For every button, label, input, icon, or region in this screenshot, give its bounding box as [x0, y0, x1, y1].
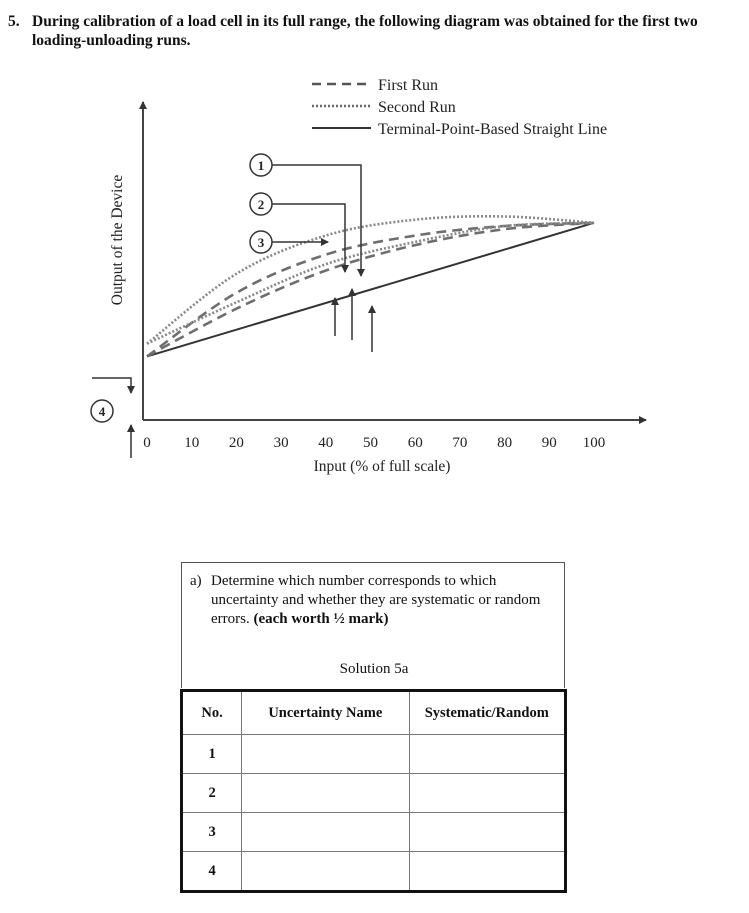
task-instructions: Determine which number corresponds to which uncertainty and whether they are systematic or random errors. [211, 573, 541, 627]
legend [312, 77, 607, 138]
x-tick-label: 50 [363, 435, 378, 451]
y-axis-label: Output of the Device [109, 174, 126, 306]
uncertainty-name-cell[interactable] [242, 774, 409, 813]
legend-first-run-label: First Run [378, 77, 439, 94]
uncertainty-name-cell[interactable] [242, 813, 409, 852]
row-number: 2 [182, 774, 242, 813]
task-box [181, 562, 565, 688]
task-a [190, 572, 560, 629]
header-systematic-random: Systematic/Random [409, 691, 566, 735]
uncertainty-name-cell[interactable] [242, 735, 409, 774]
callout-4 [91, 378, 131, 458]
error-type-cell[interactable] [409, 813, 566, 852]
callout-1-label: 1 [257, 158, 265, 173]
legend-second-run-label: Second Run [378, 99, 456, 116]
series-terminal-point-based-straight-line-line [147, 223, 594, 357]
x-tick-label: 90 [541, 435, 557, 451]
x-tick-label: 20 [228, 435, 244, 451]
table-row [182, 852, 566, 892]
table-row [182, 735, 566, 774]
x-tick-label: 10 [184, 435, 200, 451]
x-tick-label: 60 [407, 435, 423, 451]
task-text [211, 572, 560, 629]
table-header-row [182, 691, 566, 735]
legend-straight-line-label: Terminal-Point-Based Straight Line [378, 121, 608, 138]
uncertainty-name-cell[interactable] [242, 852, 409, 892]
series-second-run-loading-line [147, 223, 594, 344]
x-tick-label: 80 [497, 435, 513, 451]
callout-3 [250, 231, 328, 253]
error-type-cell[interactable] [409, 774, 566, 813]
x-tick-label: 100 [582, 435, 606, 451]
row-number: 3 [182, 813, 242, 852]
table-row [182, 813, 566, 852]
callout-4-leader-top [92, 378, 131, 393]
answer-table [180, 689, 567, 893]
callout-4-label: 4 [98, 404, 106, 419]
x-tick-label: 0 [143, 435, 151, 451]
error-type-cell[interactable] [409, 735, 566, 774]
question-text: During calibration of a load cell in its full range, the following diagram was obtained for the first two loading-unloading runs. [32, 13, 698, 49]
row-number: 1 [182, 735, 242, 774]
header-no: No. [182, 691, 242, 735]
series-second-run-unloading-line [147, 216, 594, 343]
callout-3-label: 3 [257, 235, 265, 250]
callout-1-leader [272, 165, 361, 276]
header-uncertainty-name: Uncertainty Name [242, 691, 409, 735]
x-tick-label: 40 [318, 435, 334, 451]
x-tick-label: 70 [452, 435, 468, 451]
solution-title: Solution 5a [339, 661, 409, 677]
task-letter: a) [190, 573, 202, 589]
table-row [182, 774, 566, 813]
question-number: 5. [8, 13, 20, 30]
row-number: 4 [182, 852, 242, 892]
task-marks: (each worth ½ mark) [253, 611, 389, 627]
x-tick-label: 30 [273, 435, 289, 451]
x-axis-label: Input (% of full scale) [313, 458, 451, 475]
error-type-cell[interactable] [409, 852, 566, 892]
callout-2-label: 2 [257, 197, 265, 212]
